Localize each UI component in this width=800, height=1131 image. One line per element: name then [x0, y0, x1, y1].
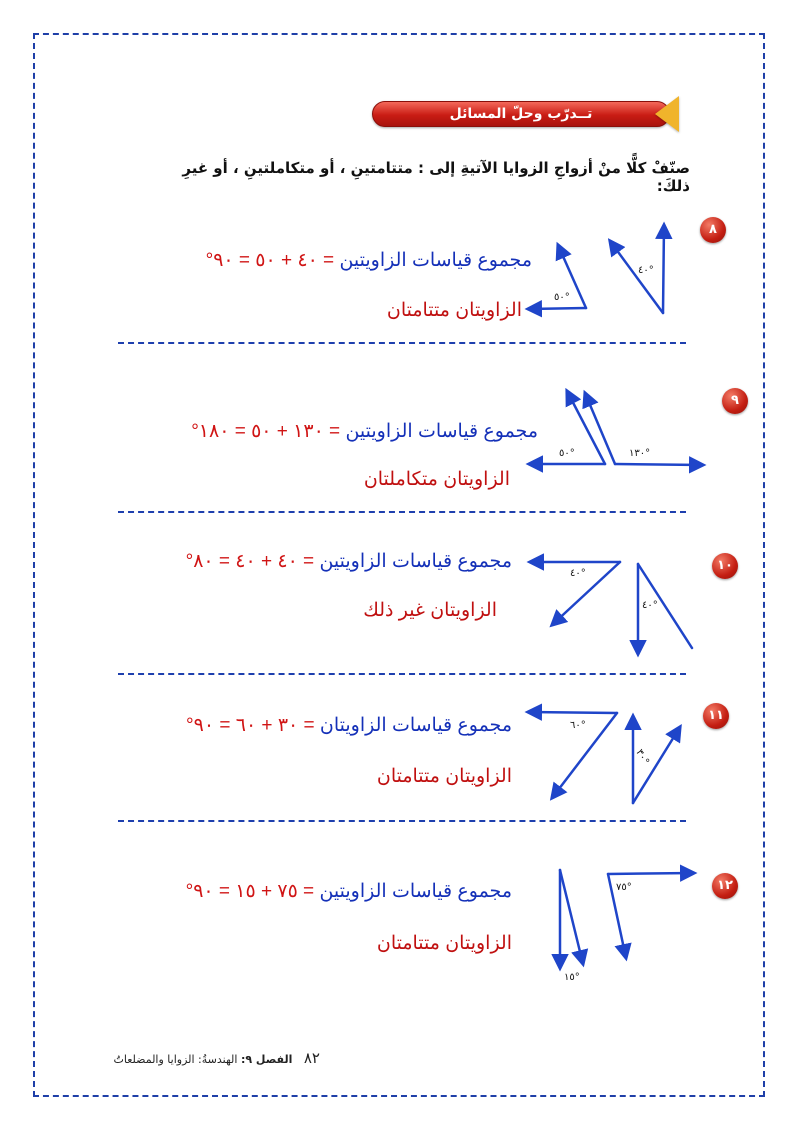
- section-divider: [118, 820, 686, 822]
- problem-number-badge: ١٢: [712, 873, 738, 899]
- section-divider: [118, 673, 686, 675]
- angle-label: ٤٠°: [642, 600, 658, 611]
- instruction-text: صنّفْ كلًّا منْ أزواجِ الزوايا الآتيةِ إلى : متتامتينِ ، أو متكاملتينِ ، أو غيرِ ذلكَ:: [182, 159, 690, 195]
- conclusion-text: الزاويتان متكاملتان: [363, 469, 510, 490]
- chapter-label: الفصل ٩:: [240, 1053, 293, 1066]
- equation-value: = ٣٠ + ٦٠ = ٩٠°: [186, 715, 315, 736]
- angle-figure: [520, 552, 720, 662]
- sum-equation: [206, 249, 532, 272]
- sum-equation: [186, 550, 512, 573]
- sum-equation: [186, 880, 512, 903]
- problem-number-badge: ٩: [722, 388, 748, 414]
- equation-value: = ٧٥ + ١٥ = ٩٠°: [185, 881, 315, 902]
- section-divider: [118, 511, 686, 513]
- section-divider: [118, 342, 686, 344]
- problem-number-badge: ٨: [700, 217, 726, 243]
- angle-figure: [520, 700, 720, 810]
- angle-label: ٤٠°: [570, 568, 586, 579]
- page-number: ٨٢: [303, 1049, 320, 1067]
- banner-arrow-icon: [655, 96, 679, 132]
- equation-label: مجموع قياسات الزاويتين: [319, 551, 512, 572]
- angle-label: ٦٠°: [570, 720, 586, 731]
- equation-label: مجموع قياسات الزاويتان: [319, 715, 512, 736]
- angle-label: ٤٠°: [638, 265, 654, 276]
- angle-label: ٧٥°: [616, 882, 632, 893]
- section-title: تــدرّب وحلّ المسائل: [449, 106, 593, 122]
- problem-number-badge: ١٠: [712, 553, 738, 579]
- sum-equation: [186, 714, 512, 737]
- conclusion-text: الزاويتان غير ذلك: [363, 600, 497, 621]
- conclusion-text: الزاويتان متتامتان: [376, 933, 512, 954]
- sum-equation: [191, 420, 538, 443]
- angle-figure: [500, 215, 700, 325]
- equation-value: = ٤٠ + ٤٠ = ٨٠°: [185, 551, 315, 572]
- conclusion-text: الزاويتان متتامتان: [376, 766, 512, 787]
- conclusion-text: الزاويتان متتامتان: [386, 300, 522, 321]
- equation-label: مجموع قياسات الزاويتين: [319, 881, 512, 902]
- equation-value: = ٤٠ + ٥٠ = ٩٠°: [205, 250, 335, 271]
- equation-label: مجموع قياسات الزاويتين: [339, 250, 532, 271]
- angle-label: ٥٠°: [559, 448, 575, 459]
- angle-figure: [540, 862, 710, 982]
- problem-number-badge: ١١: [703, 703, 729, 729]
- equation-value: = ١٣٠ + ٥٠ = ١٨٠°: [191, 421, 341, 442]
- equation-label: مجموع قياسات الزاويتين: [345, 421, 538, 442]
- angle-label: ٥٠°: [554, 292, 570, 303]
- angle-label: ١٣٠°: [629, 448, 651, 459]
- chapter-title: الهندسةُ: الزوايا والمضلعاتُ: [113, 1053, 238, 1066]
- angle-label: ١٥°: [564, 972, 580, 983]
- page-footer: [40, 1049, 320, 1069]
- angle-figure: [525, 385, 725, 485]
- angle-label: ٣٠°: [633, 747, 651, 767]
